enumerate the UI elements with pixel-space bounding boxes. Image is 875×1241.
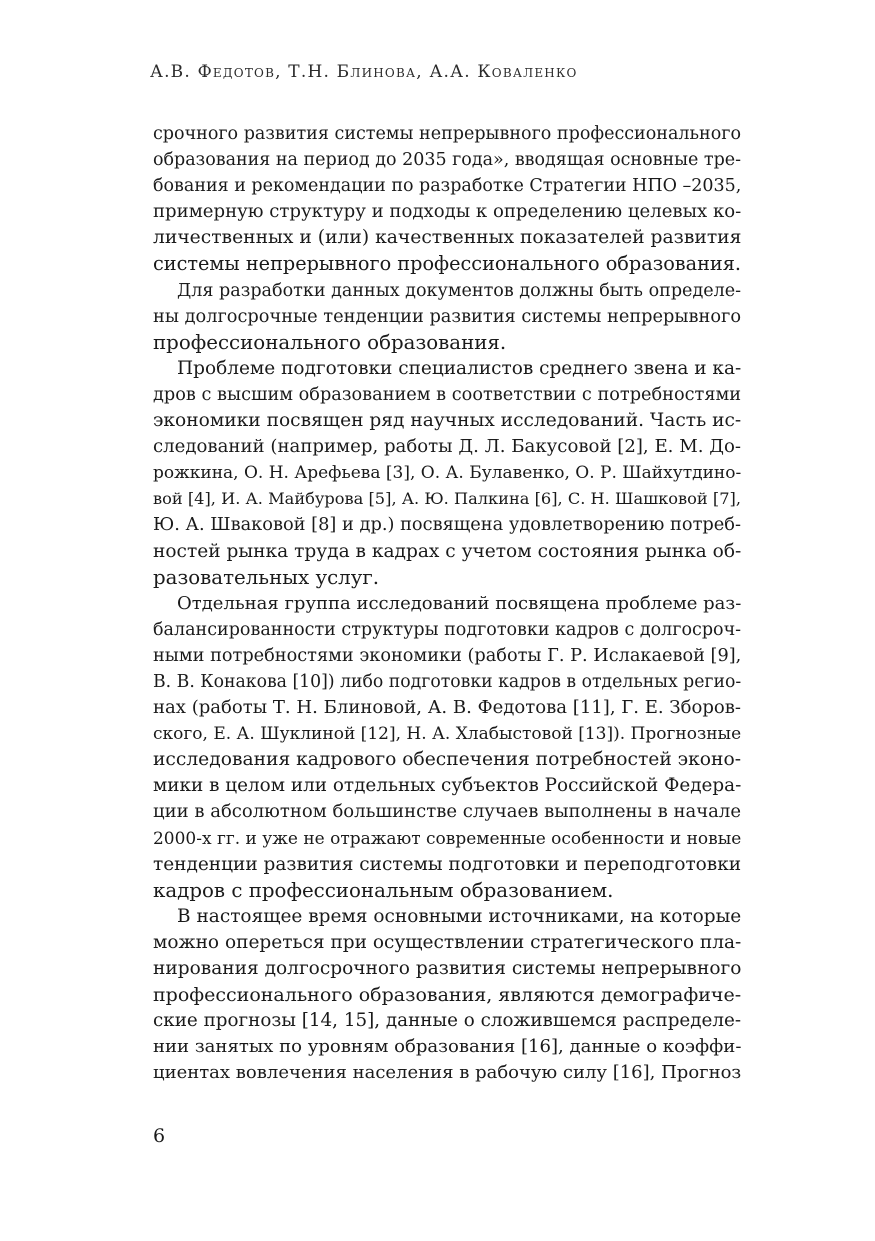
text-line: 2000-х гг. и уже не отражают современные особенности и новые xyxy=(153,828,742,849)
text-line: мики в целом или отдельных субъектов Российской Федера- xyxy=(153,775,742,797)
text-line: рожкина, О. Н. Арефьева [3], О. А. Булавенко, О. Р. Шайхутдино- xyxy=(153,463,742,484)
text-line: дров с высшим образованием в соответствии с потребностями xyxy=(153,384,742,405)
page-number: 6 xyxy=(153,1125,166,1147)
text-line: нах (работы Т. Н. Блиновой, А. В. Федотова [11], Г. Е. Зборов- xyxy=(153,697,742,719)
body-text xyxy=(153,121,741,1086)
text-line: бования и рекомендации по разработке Стратегии НПО –2035, xyxy=(153,176,742,197)
text-line: ными потребностями экономики (работы Г. Р. Ислакаевой [9], xyxy=(153,645,742,666)
text-line: системы непрерывного профессионального образования. xyxy=(153,252,742,276)
paragraph xyxy=(153,121,741,278)
paragraph xyxy=(153,591,741,904)
text-line: профессионального образования, являются демографиче- xyxy=(153,984,742,1007)
text-line: нирования долгосрочного развития системы непрерывного xyxy=(153,958,742,979)
text-line: Проблеме подготовки специалистов среднего звена и ка- xyxy=(177,357,742,379)
text-line: следований (например, работы Д. Л. Бакусовой [2], Е. М. До- xyxy=(153,436,741,458)
text-line: ского, Е. А. Шуклиной [12], Н. А. Хлабыстовой [13]). Прогнозные xyxy=(153,724,742,745)
text-line: кадров с профессиональным образованием. xyxy=(153,878,614,902)
text-line: разовательных услуг. xyxy=(153,565,380,589)
text-line: ские прогнозы [14, 15], данные о сложившемся распределе- xyxy=(153,1010,742,1032)
text-line: ции в абсолютном большинстве случаев выполнены в начале xyxy=(153,801,741,823)
paragraph xyxy=(153,356,741,591)
paragraph xyxy=(153,904,741,1087)
text-line: экономики посвящен ряд научных исследований. Часть ис- xyxy=(153,410,742,432)
text-line: Отдельная группа исследований посвящена проблеме раз- xyxy=(177,592,742,614)
text-line: нии занятых по уровням образования [16], данные о коэффи- xyxy=(153,1036,742,1058)
text-line: примерную структуру и подходы к определению целевых ко- xyxy=(153,201,742,223)
text-line: циентах вовлечения населения в рабочую силу [16], Прогноз xyxy=(153,1062,742,1084)
text-line: тенденции развития системы подготовки и переподготовки xyxy=(153,853,742,875)
text-line: Ю. А. Шваковой [8] и др.) посвящена удовлетворению потреб- xyxy=(153,514,741,536)
text-line: В настоящее время основными источниками, на которые xyxy=(177,905,742,927)
text-line: балансированности структуры подготовки кадров с долгосроч- xyxy=(153,619,742,640)
text-line: исследования кадрового обеспечения потребностей эконо- xyxy=(153,749,741,771)
text-line: профессионального образования. xyxy=(153,330,507,354)
text-line: личественных и (или) качественных показателей развития xyxy=(153,227,742,249)
text-line: ны долгосрочные тенденции развития системы непрерывного xyxy=(153,306,742,327)
text-line: образования на период до 2035 года», вводящая основные тре- xyxy=(153,150,742,171)
paragraph xyxy=(153,278,741,356)
text-line: срочного развития системы непрерывного профессионального xyxy=(153,124,741,144)
text-line: можно опереться при осуществлении стратегического пла- xyxy=(153,931,742,953)
running-head: А.В. Федотов, Т.Н. Блинова, А.А. Коваленко xyxy=(150,62,578,82)
text-line: В. В. Конакова [10]) либо подготовки кадров в отдельных регио- xyxy=(153,671,742,692)
text-line: вой [4], И. А. Майбурова [5], А. Ю. Палкина [6], С. Н. Шашковой [7], xyxy=(153,489,741,509)
text-line: Для разработки данных документов должны быть определе- xyxy=(177,280,742,301)
text-line: ностей рынка труда в кадрах с учетом состояния рынка об- xyxy=(153,540,742,562)
